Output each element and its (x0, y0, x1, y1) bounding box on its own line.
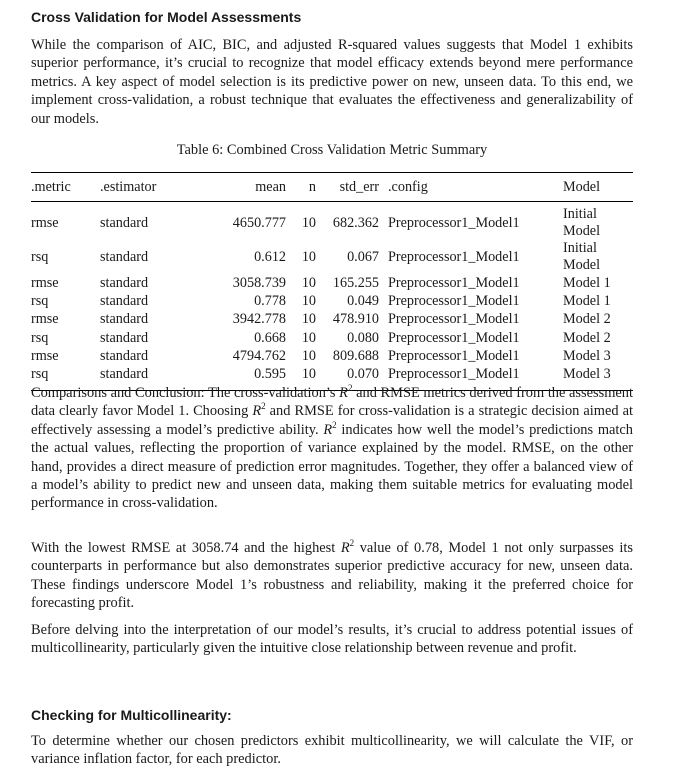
cell-n: 10 (301, 248, 316, 265)
table-row (31, 347, 633, 365)
cell-metric: rmse (31, 274, 59, 291)
cell-mean: 0.668 (254, 329, 286, 346)
table-row (31, 329, 633, 347)
cell-config: Preprocessor1_Model1 (388, 214, 520, 231)
cell-config: Preprocessor1_Model1 (388, 347, 520, 364)
table-row (31, 274, 633, 292)
cell-std-err: 0.080 (347, 329, 379, 346)
cell-std-err: 682.362 (332, 214, 379, 231)
cell-model: Model 2 (563, 311, 611, 328)
cell-model: Model 1 (563, 292, 611, 309)
cell-std-err: 478.910 (332, 311, 379, 328)
cell-estimator: standard (100, 347, 149, 364)
col-header-std-err: std_err (339, 178, 379, 195)
model1-summary-paragraph: With the lowest RMSE at 3058.74 and the highest $R^2$ value of 0.78, Model 1 not only surpasses its counterparts in performance but also demonstrates superior predictive accuracy for new, unseen data. These findings underscore Model 1’s robustness and reliability, making it the preferred choice for forecasting profit. (31, 538, 633, 612)
cell-std-err: 809.688 (332, 347, 379, 364)
col-header-config: .config (388, 178, 428, 195)
section-heading-multicollinearity: Checking for Multicollinearity: (31, 707, 232, 723)
col-header-n: n (308, 178, 316, 195)
cell-config: Preprocessor1_Model1 (388, 274, 520, 291)
cell-metric: rmse (31, 214, 59, 231)
cell-n: 10 (301, 274, 316, 291)
vif-paragraph: To determine whether our chosen predictors exhibit multicollinearity, we will calculate the VIF, or variance inflation factor, for each predictor. (31, 733, 633, 768)
intro-paragraph: While the comparison of AIC, BIC, and adjusted R-squared values suggests that Model 1 exhibits superior performance, it’s crucial to recognize that model efficacy extends beyond mere performance metrics. A key aspect of model selection is its predictive power on new, unseen data. To this end, we implement cross-validation, a robust technique that evaluates the effectiveness and generalizability of our models. (31, 37, 633, 127)
comparison-paragraph: Comparisons and Conclusion: The cross-validation’s $R^2$ and RMSE metrics derived from the assessment data clearly favor Model 1. Choosing $R^2$ and RMSE for cross-validation is a strategic decision aimed at effectively assessing a model’s predictive ability. $R^2$ indicates how well the model’s predictions match the actual values, reflecting the proportion of variance explained by the model. RMSE, on the other hand, provides a direct measure of prediction error magnitudes. Together, they offer a balanced view of a model’s ability to predict new and unseen data, making them suitable metrics for evaluating model performance in cross-validation. (31, 383, 633, 512)
cell-mean: 3942.778 (232, 311, 286, 328)
cell-std-err: 0.049 (347, 292, 379, 309)
r-squared-symbol: R (339, 385, 348, 401)
cell-metric: rsq (31, 292, 49, 309)
cell-mean: 3058.739 (232, 274, 286, 291)
col-header-mean: mean (255, 178, 286, 195)
table-caption: Table 6: Combined Cross Validation Metric Summary (176, 142, 488, 158)
cell-config: Preprocessor1_Model1 (388, 292, 520, 309)
multicollinearity-lead-paragraph: Before delving into the interpretation of our model’s results, it’s crucial to address potential issues of multicollinearity, particularly given the intuitive close relationship between revenue and profit. (31, 622, 633, 657)
cell-model: Initial Model (563, 206, 601, 239)
cell-config: Preprocessor1_Model1 (388, 329, 520, 346)
cell-std-err: 0.070 (347, 366, 379, 383)
cell-n: 10 (301, 292, 316, 309)
cell-mean: 0.778 (254, 292, 286, 309)
col-header-estimator: .estimator (100, 178, 157, 195)
cell-metric: rsq (31, 366, 49, 383)
cell-estimator: standard (100, 274, 149, 291)
table-row (31, 292, 633, 310)
cell-model: Model 3 (563, 366, 611, 383)
cell-n: 10 (301, 366, 316, 383)
cv-metrics-table (31, 172, 633, 391)
table-row (31, 311, 633, 329)
table-row (31, 240, 633, 274)
cell-metric: rsq (31, 248, 49, 265)
cell-config: Preprocessor1_Model1 (388, 366, 520, 383)
cell-mean: 0.612 (254, 248, 286, 265)
cell-model: Initial Model (563, 240, 601, 273)
cell-std-err: 165.255 (332, 274, 379, 291)
cell-estimator: standard (100, 366, 149, 383)
cell-mean: 4794.762 (232, 347, 286, 364)
cell-std-err: 0.067 (347, 248, 379, 265)
cell-estimator: standard (100, 329, 149, 346)
cell-estimator: standard (100, 311, 149, 328)
table-row (31, 202, 633, 241)
cell-n: 10 (301, 329, 316, 346)
cell-model: Model 2 (563, 329, 611, 346)
table-header-row (31, 173, 633, 202)
cell-metric: rsq (31, 329, 49, 346)
r-squared-symbol: R (323, 421, 333, 438)
col-header-model: Model (563, 178, 601, 195)
cell-n: 10 (301, 311, 316, 328)
cell-config: Preprocessor1_Model1 (388, 248, 520, 265)
cell-model: Model 1 (563, 274, 611, 291)
section-heading-cross-validation: Cross Validation for Model Assessments (31, 9, 302, 25)
cell-metric: rmse (31, 311, 59, 328)
cell-metric: rmse (31, 347, 59, 364)
cell-mean: 0.595 (254, 366, 286, 383)
r-squared-symbol: R (252, 403, 262, 420)
cell-n: 10 (301, 214, 316, 231)
r-squared-symbol: R (340, 540, 350, 556)
cell-config: Preprocessor1_Model1 (388, 311, 520, 328)
cell-estimator: standard (100, 214, 149, 231)
cell-mean: 4650.777 (232, 214, 286, 231)
cell-estimator: standard (100, 292, 149, 309)
col-header-metric: .metric (31, 178, 71, 195)
cell-n: 10 (301, 347, 316, 364)
cell-model: Model 3 (563, 347, 611, 364)
cell-estimator: standard (100, 248, 149, 265)
